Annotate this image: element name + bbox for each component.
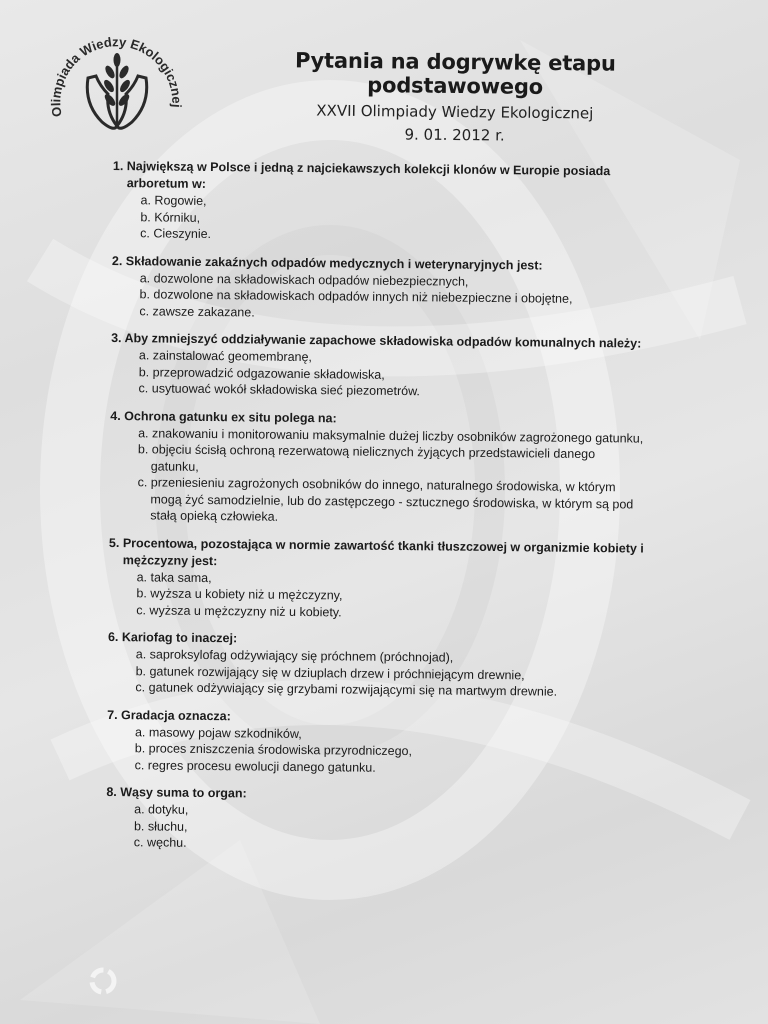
question-text: 4. Ochrona gatunku ex situ polega na: [110,408,337,425]
document-header [215,47,696,146]
answer-option: a. saproksylofag odżywiający się próchnem (próchnojad), [135,647,454,665]
answer-option: a. Rogowie, [140,193,207,208]
answer-list [108,568,643,623]
olympiad-logo [40,16,190,146]
answer-list [112,192,647,247]
answer-option: c. zawsze zakazane. [139,303,255,319]
question-7 [107,706,643,778]
question-5 [108,534,644,623]
answer-option: b. objęciu ścisłą ochroną rezerwatową nielicznych żyjących przedstawicieli danego gatunku, [137,442,596,474]
document-date: 9. 01. 2012 r. [404,125,505,145]
answer-option: b. przeprowadzić odgazowanie składowiska, [138,364,385,382]
question-3 [111,330,647,402]
document-title: Pytania na dogrywkę etapu podstawowego [294,48,616,99]
answer-list [111,347,646,402]
answer-list [107,646,642,701]
answer-option: a. taka sama, [136,569,212,585]
answer-option: b. proces zniszczenia środowiska przyrodniczego, [134,741,413,759]
answer-option: b. gatunek rozwijający się w dziuplach drzew i próchniejącym drewnie, [135,663,525,682]
answer-option: c. usytuować wokół składowiska sieć piezometrów. [138,381,421,399]
question-text: 6. Kariofag to inaczej: [107,629,238,646]
document-subtitle: XXVII Olimpiady Wiedzy Ekologicznej [316,101,594,123]
answer-option: b. dozwolone na składowiskach odpadów innych niż niebezpieczne i obojętne, [139,287,573,306]
olympiad-logo-graphic [40,16,190,146]
svg-text:Olimpiada Wiedzy Ekologicznej: Olimpiada Wiedzy Ekologicznej [48,34,185,119]
question-text: 2. Składowanie zakaźnych odpadów medycznych i weterynaryjnych jest: [111,253,543,273]
answer-option: c. Cieszynie. [140,226,212,242]
question-6 [107,629,643,701]
question-8 [106,784,642,856]
question-text: 3. Aby zmniejszyć oddziaływanie zapachowe składowiska odpadów komunalnych należy: [111,330,642,351]
answer-option: a. zainstalować geomembranę, [138,348,313,365]
answer-option: a. dozwolone na składowiskach odpadów niebezpiecznych, [139,270,469,289]
answer-option: a. masowy pojaw szkodników, [134,724,302,741]
question-2 [111,252,647,324]
question-text: 8. Wąsy suma to organ: [106,784,247,801]
answer-option: a. dotyku, [134,802,189,817]
question-4 [109,407,645,529]
answer-option: b. wyższa u kobiety niż u mężczyzny, [136,586,343,603]
question-1 [112,158,648,247]
question-text: 5. Procentowa, pozostająca w normie zawartość tkanki tłuszczowej w organizmie kobiety i mężczyzny jest: [108,535,644,568]
answer-list [106,801,641,856]
answer-option: a. znakowaniu i monitorowaniu maksymalnie dużej liczby osobników zagrożonego gatunku, [138,425,644,446]
answer-list [107,723,642,778]
recycle-icon [88,966,118,996]
answer-list [109,424,645,529]
answer-option: c. wyższa u mężczyzny niż u kobiety. [136,602,342,619]
answer-option: c. przeniesieniu zagrożonych osobników do innego, naturalnego środowiska, w którym mogą żyć samodzielnie, lub do zastępczego - sztucznego środowiska, w którym są pod stałą opieką człowieka. [137,475,634,524]
question-text: 1. Największą w Polsce i jedną z najciekawszych kolekcji klonów w Europie posiada arboretum w: [112,158,611,191]
answer-option: b. Kórniku, [140,209,201,225]
answer-option: c. gatunek odżywiający się grzybami rozwijającymi się na martwym drewnie. [135,680,558,699]
question-text: 7. Gradacja oznacza: [107,707,231,723]
question-list [106,158,648,867]
answer-option: c. węchu. [133,835,187,850]
answer-option: c. regres procesu ewolucji danego gatunku. [134,757,376,775]
answer-list [111,269,646,324]
answer-option: b. słuchu, [133,818,188,834]
